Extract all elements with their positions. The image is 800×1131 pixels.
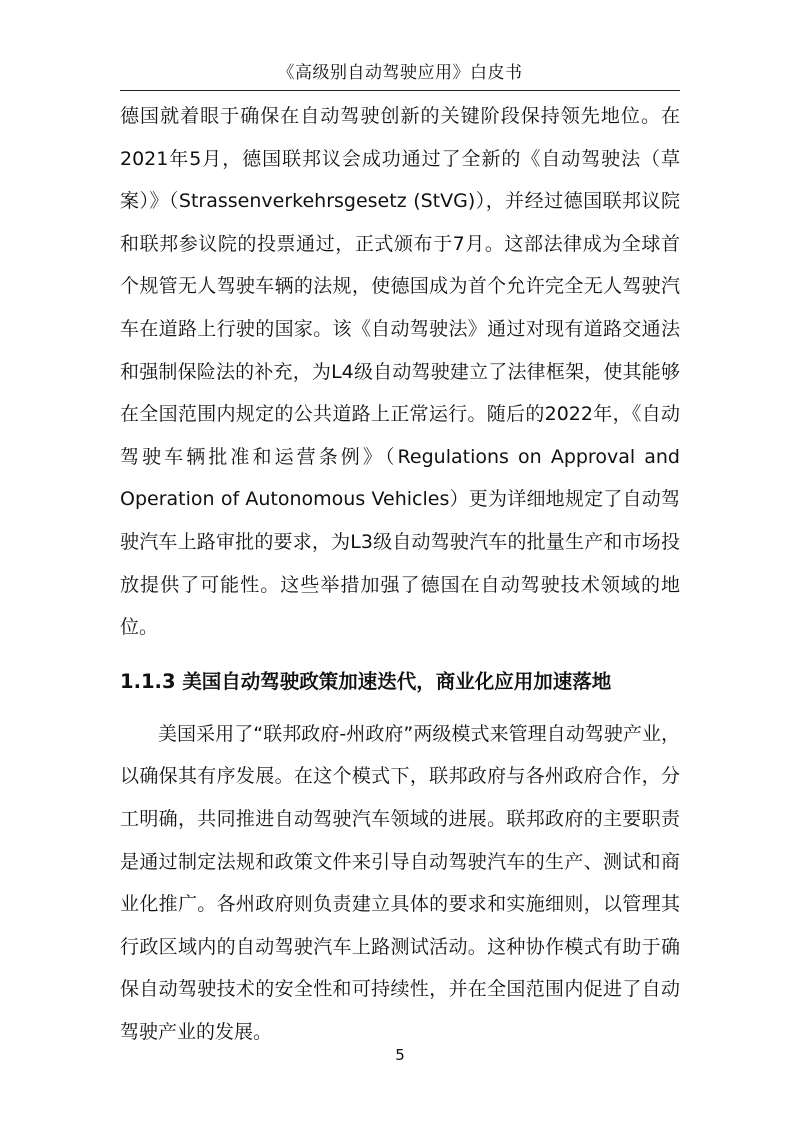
page-number: 5 xyxy=(395,1046,405,1064)
page-header: 《高级别自动驾驶应用》白皮书 xyxy=(277,63,523,83)
section-heading: 1.1.3 美国自动驾驶政策加速迭代，商业化应用加速落地 xyxy=(120,669,612,693)
paragraph-germany: 德国就着眼于确保在自动驾驶创新的关键阶段保持领先地位。在2021年5月，德国联邦议会成功通过了全新的《自动驾驶法（草案）》（Strassenverkehrsgesetz (StVG)），并经过德国联邦议院和联邦参议院的投票通过，正式颁布于7月。这部法律成为全球首个规管无人驾驶车辆的法规，使德国成为首个允许完全无人驾驶汽车在道路上行驶的国家。该《自动驾驶法》通过对现有道路交通法和强制保险法的补充，为L4级自动驾驶建立了法律框架，使其能够在全国范围内规定的公共道路上正常运行。随后的2022年，《自动驾驶车辆批准和运营条例》（Regulations on Approval and Operation of Autonomous Vehicles）更为详细地规定了自动驾驶汽车上路审批的要求，为L3级自动驾驶汽车的批量生产和市场投放提供了可能性。这些举措加强了德国在自动驾驶技术领域的地位。 xyxy=(120,105,680,639)
header-divider xyxy=(120,90,680,91)
paragraph-usa: 美国采用了“联邦政府-州政府”两级模式来管理自动驾驶产业，以确保其有序发展。在这个模式下，联邦政府与各州政府合作，分工明确，共同推进自动驾驶汽车领域的进展。联邦政府的主要职责是通过制定法规和政策文件来引导自动驾驶汽车的生产、测试和商业化推广。各州政府则负责建立具体的要求和实施细则，以管理其行政区域内的自动驾驶汽车上路测试活动。这种协作模式有助于确保自动驾驶技术的安全性和可持续性，并在全国范围内促进了自动驾驶产业的发展。 xyxy=(120,722,680,1043)
document-body xyxy=(120,95,680,1053)
